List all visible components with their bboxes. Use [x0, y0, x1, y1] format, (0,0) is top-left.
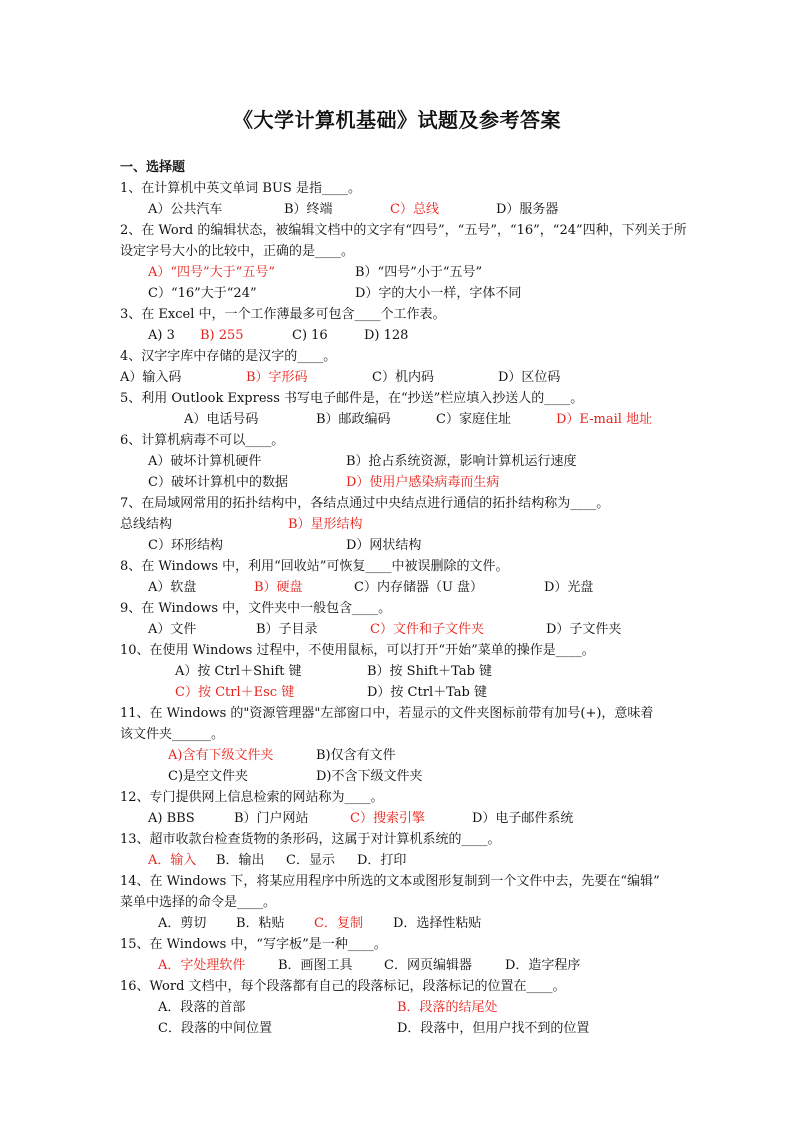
- question-text: 12、专门提供网上信息检索的网站称为____。: [120, 790, 384, 805]
- question-text: 16、Word 文档中，每个段落都有自己的段落标记，段落标记的位置在____。: [120, 979, 566, 994]
- answer-option: B）门户网站: [234, 811, 309, 826]
- correct-answer-option: A）“四号”大于“五号”: [148, 265, 275, 280]
- question-text: 2、在 Word 的编辑状态，被编辑文档中的文字有“四号”，“五号”，“16”，“24”四种，下列关于所: [120, 223, 687, 238]
- correct-answer-option: B）硬盘: [254, 580, 303, 595]
- answer-option: C）家庭住址: [436, 412, 511, 427]
- answer-option: B．输出: [216, 853, 265, 868]
- answer-option: A）软盘: [148, 580, 197, 595]
- answer-option: C）内存储器（U 盘）: [354, 580, 484, 595]
- answer-option: B．画图工具: [278, 958, 353, 973]
- question-text: 5、利用 Outlook Express 书写电子邮件是，在“抄送”栏应填入抄送人的____。: [120, 391, 584, 406]
- answer-option: B．粘贴: [236, 916, 285, 931]
- correct-answer-option: C）搜索引擎: [350, 811, 425, 826]
- answer-option: A）按 Ctrl＋Shift 键: [175, 664, 302, 679]
- answer-option: D．造字程序: [505, 958, 581, 973]
- question-text: 13、超市收款台检查货物的条形码，这属于对计算机系统的____。: [120, 832, 501, 847]
- correct-answer-option: D）E-mail 地址: [556, 412, 653, 427]
- answer-option: D）光盘: [544, 580, 594, 595]
- answer-option: D）按 Ctrl＋Tab 键: [367, 685, 487, 700]
- answer-option: B）邮政编码: [316, 412, 391, 427]
- answer-option: B）按 Shift＋Tab 键: [367, 664, 493, 679]
- answer-option: A) BBS: [148, 811, 195, 826]
- answer-option: D．选择性粘贴: [393, 916, 482, 931]
- correct-answer-option: B）字形码: [246, 370, 308, 385]
- answer-option: D．打印: [357, 853, 407, 868]
- answer-option: D）区位码: [498, 370, 561, 385]
- answer-option: D）网状结构: [346, 538, 422, 553]
- answer-option: C）环形结构: [148, 538, 223, 553]
- text-line: 总线结构: [120, 517, 173, 532]
- text-line: 设定字号大小的比较中，正确的是____。: [120, 244, 355, 259]
- correct-answer-option: A．输入: [148, 853, 197, 868]
- answer-option: A）输入码: [120, 370, 182, 385]
- text-line: 菜单中选择的命令是____。: [120, 895, 277, 910]
- question-text: 15、在 Windows 中，“写字板”是一种____。: [120, 937, 387, 952]
- answer-option: B）子目录: [256, 622, 318, 637]
- correct-answer-option: A．字处理软件: [158, 958, 246, 973]
- question-text: 8、在 Windows 中，利用“回收站”可恢复____中被误删除的文件。: [120, 559, 509, 574]
- answer-option: C）“16”大于“24”: [148, 286, 257, 301]
- answer-option: C．段落的中间位置: [158, 1021, 272, 1036]
- answer-option: C）破坏计算机中的数据: [148, 475, 288, 490]
- correct-answer-option: D）使用户感染病毒而生病: [346, 475, 500, 490]
- answer-option: D)不含下级文件夹: [316, 769, 423, 784]
- correct-answer-option: B) 255: [200, 328, 244, 343]
- question-text: 3、在 Excel 中，一个工作薄最多可包含____个工作表。: [120, 307, 446, 322]
- answer-option: B)仅含有文件: [316, 748, 396, 763]
- correct-answer-option: C）文件和子文件夹: [370, 622, 484, 637]
- question-text: 11、在 Windows 的"资源管理器"左部窗口中，若显示的文件夹图标前带有加号(+)，意味着: [120, 706, 654, 721]
- answer-option: D）电子邮件系统: [472, 811, 574, 826]
- correct-answer-option: C）按 Ctrl＋Esc 键: [175, 685, 295, 700]
- question-text: 4、汉字字库中存储的是汉字的____。: [120, 349, 337, 364]
- correct-answer-option: A)含有下级文件夹: [168, 748, 274, 763]
- answer-option: A．段落的首部: [158, 1000, 246, 1015]
- answer-option: D）子文件夹: [546, 622, 622, 637]
- answer-option: A．剪切: [158, 916, 207, 931]
- question-text: 10、在使用 Windows 过程中，不使用鼠标，可以打开“开始”菜单的操作是____。: [120, 643, 595, 658]
- question-text: 7、在局域网常用的拓扑结构中，各结点通过中央结点进行通信的拓扑结构称为____。: [120, 496, 610, 511]
- answer-option: A）电话号码: [184, 412, 259, 427]
- answer-option: C．显示: [286, 853, 335, 868]
- answer-option: B）终端: [284, 202, 333, 217]
- section-heading: 一、选择题: [120, 160, 186, 175]
- answer-option: C)是空文件夹: [168, 769, 249, 784]
- answer-option: A）文件: [148, 622, 197, 637]
- answer-option: D．段落中，但用户找不到的位置: [397, 1021, 590, 1036]
- correct-answer-option: C）总线: [390, 202, 439, 217]
- answer-option: A）破坏计算机硬件: [148, 454, 262, 469]
- answer-option: D) 128: [364, 328, 409, 343]
- correct-answer-option: C．复制: [314, 916, 363, 931]
- answer-option: C．网页编辑器: [384, 958, 472, 973]
- answer-option: B）“四号”小于“五号”: [355, 265, 483, 280]
- question-text: 6、计算机病毒不可以____。: [120, 433, 285, 448]
- correct-answer-option: B．段落的结尾处: [397, 1000, 498, 1015]
- answer-option: A）公共汽车: [148, 202, 223, 217]
- answer-option: B）抢占系统资源，影响计算机运行速度: [346, 454, 577, 469]
- answer-option: A) 3: [148, 328, 175, 343]
- question-text: 1、在计算机中英文单词 BUS 是指____。: [120, 181, 361, 196]
- answer-option: C）机内码: [372, 370, 434, 385]
- answer-option: D）字的大小一样，字体不同: [355, 286, 522, 301]
- answer-option: C) 16: [292, 328, 328, 343]
- question-text: 9、在 Windows 中，文件夹中一般包含____。: [120, 601, 392, 616]
- answer-option: D）服务器: [496, 202, 559, 217]
- text-line: 该文件夹______。: [120, 727, 225, 742]
- question-text: 14、在 Windows 下，将某应用程序中所选的文本或图形复制到一个文件中去，先要在“编辑”: [120, 874, 660, 889]
- correct-answer-option: B）星形结构: [288, 517, 363, 532]
- page-title: 《大学计算机基础》试题及参考答案: [233, 108, 561, 132]
